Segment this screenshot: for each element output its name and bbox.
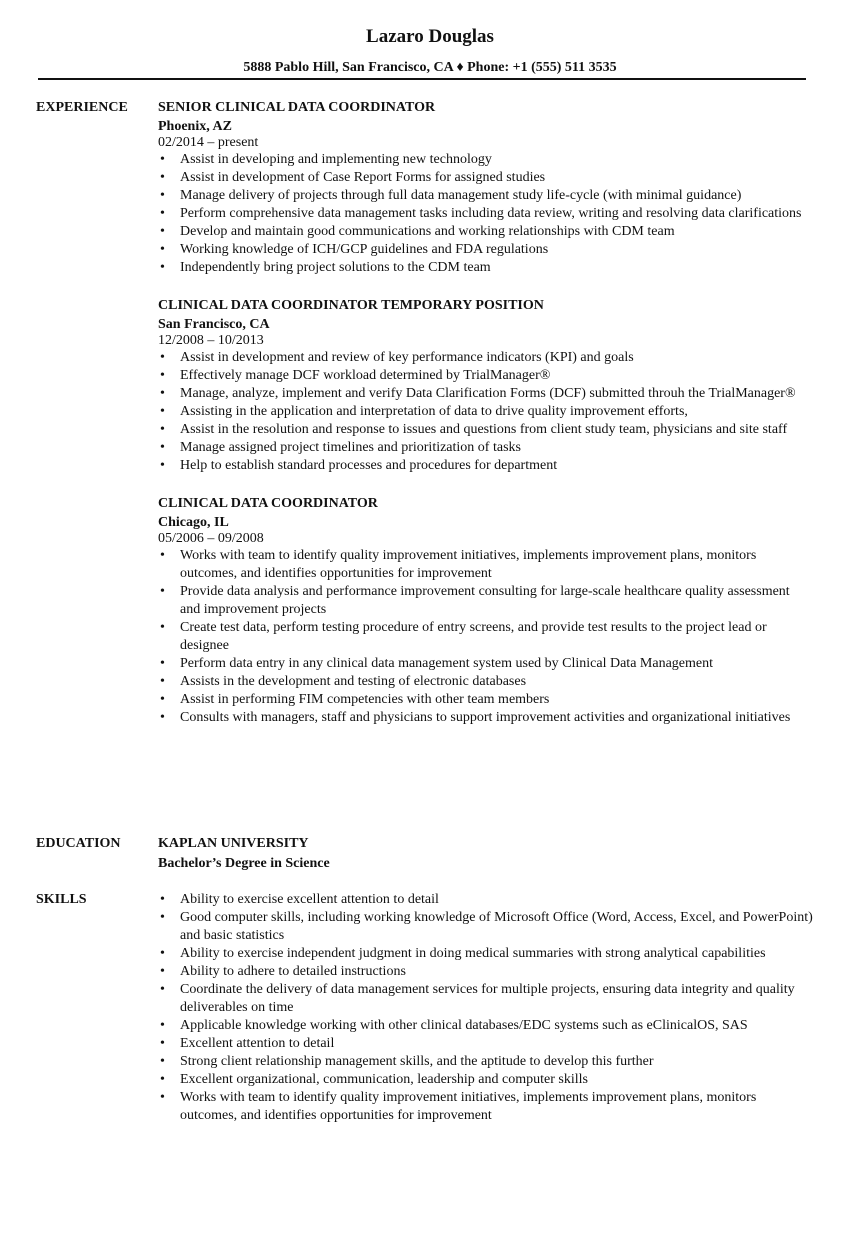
- list-item: • Strong client relationship management skills, and the aptitude to develop this further: [158, 1053, 813, 1071]
- job-title: SENIOR CLINICAL DATA COORDINATOR: [158, 100, 436, 115]
- list-item: • Independently bring project solutions to the CDM team: [158, 259, 813, 277]
- job-entry: [158, 99, 813, 277]
- list-item: • Applicable knowledge working with other clinical databases/EDC systems such as eClinicalOS, SAS: [158, 1017, 813, 1035]
- job-duties-list: [158, 547, 813, 727]
- list-item: • Manage delivery of projects through full data management study life-cycle (with minimal guidance): [158, 187, 813, 205]
- header-divider: [38, 78, 806, 80]
- list-item: • Assisting in the application and interpretation of data to drive quality improvement efforts,: [158, 403, 813, 421]
- job-title: CLINICAL DATA COORDINATOR: [158, 496, 378, 511]
- job-location: Chicago, IL: [158, 515, 229, 530]
- list-item: • Assist in development and review of key performance indicators (KPI) and goals: [158, 349, 813, 367]
- list-item: • Excellent attention to detail: [158, 1035, 813, 1053]
- list-item: • Working knowledge of ICH/GCP guidelines and FDA regulations: [158, 241, 813, 259]
- job-duties-list: [158, 349, 813, 475]
- degree: Bachelor’s Degree in Science: [158, 856, 330, 871]
- list-item: • Ability to exercise excellent attention to detail: [158, 891, 813, 909]
- list-item: • Effectively manage DCF workload determined by TrialManager®: [158, 367, 813, 385]
- list-item: • Perform data entry in any clinical data management system used by Clinical Data Management: [158, 655, 813, 673]
- list-item: • Create test data, perform testing procedure of entry screens, and provide test results to the project lead or designee: [158, 619, 813, 655]
- experience-body: [158, 99, 813, 747]
- list-item: • Manage, analyze, implement and verify Data Clarification Forms (DCF) submitted throuh the TrialManager®: [158, 385, 813, 403]
- contact-line: 5888 Pablo Hill, San Francisco, CA ♦ Phone: +1 (555) 511 3535: [243, 60, 617, 75]
- education-heading: EDUCATION: [36, 836, 121, 851]
- list-item: • Provide data analysis and performance improvement consulting for large-scale healthcare quality assessment and improvement projects: [158, 583, 813, 619]
- list-item: • Coordinate the delivery of data management services for multiple projects, ensuring data integrity and quality deliverables on time: [158, 981, 813, 1017]
- list-item: • Perform comprehensive data management tasks including data review, writing and resolving data clarifications: [158, 205, 813, 223]
- candidate-name: Lazaro Douglas: [366, 26, 494, 47]
- list-item: • Assist in development of Case Report Forms for assigned studies: [158, 169, 813, 187]
- job-title: CLINICAL DATA COORDINATOR TEMPORARY POSITION: [158, 298, 544, 313]
- job-location: Phoenix, AZ: [158, 119, 232, 134]
- skills-list: [158, 891, 813, 1125]
- skills-heading: SKILLS: [36, 892, 87, 907]
- list-item: • Manage assigned project timelines and prioritization of tasks: [158, 439, 813, 457]
- list-item: • Assists in the development and testing of electronic databases: [158, 673, 813, 691]
- list-item: • Ability to exercise independent judgment in doing medical summaries with strong analytical capabilities: [158, 945, 813, 963]
- job-location: San Francisco, CA: [158, 317, 270, 332]
- experience-heading: EXPERIENCE: [36, 100, 128, 115]
- list-item: • Works with team to identify quality improvement initiatives, implements improvement plans, monitors outcomes, and identifies opportunities for improvement: [158, 547, 813, 583]
- education-body: [158, 835, 813, 873]
- list-item: • Develop and maintain good communications and working relationships with CDM team: [158, 223, 813, 241]
- list-item: • Help to establish standard processes and procedures for department: [158, 457, 813, 475]
- list-item: • Assist in performing FIM competencies with other team members: [158, 691, 813, 709]
- list-item: • Ability to adhere to detailed instructions: [158, 963, 813, 981]
- job-dates: 12/2008 – 10/2013: [158, 333, 264, 348]
- list-item: • Good computer skills, including working knowledge of Microsoft Office (Word, Access, Excel, and PowerPoint) and basic statistics: [158, 909, 813, 945]
- school-name: KAPLAN UNIVERSITY: [158, 836, 309, 851]
- list-item: • Assist in developing and implementing new technology: [158, 151, 813, 169]
- list-item: • Works with team to identify quality improvement initiatives, implements improvement plans, monitors outcomes, and identifies opportunities for improvement: [158, 1089, 813, 1125]
- job-dates: 05/2006 – 09/2008: [158, 531, 264, 546]
- job-entry: [158, 297, 813, 475]
- job-duties-list: [158, 151, 813, 277]
- list-item: • Assist in the resolution and response to issues and questions from client study team, physicians and site staff: [158, 421, 813, 439]
- list-item: • Excellent organizational, communication, leadership and computer skills: [158, 1071, 813, 1089]
- skills-body: [158, 891, 813, 1125]
- job-entry: [158, 495, 813, 727]
- job-dates: 02/2014 – present: [158, 135, 259, 150]
- list-item: • Consults with managers, staff and physicians to support improvement activities and organizational initiatives: [158, 709, 813, 727]
